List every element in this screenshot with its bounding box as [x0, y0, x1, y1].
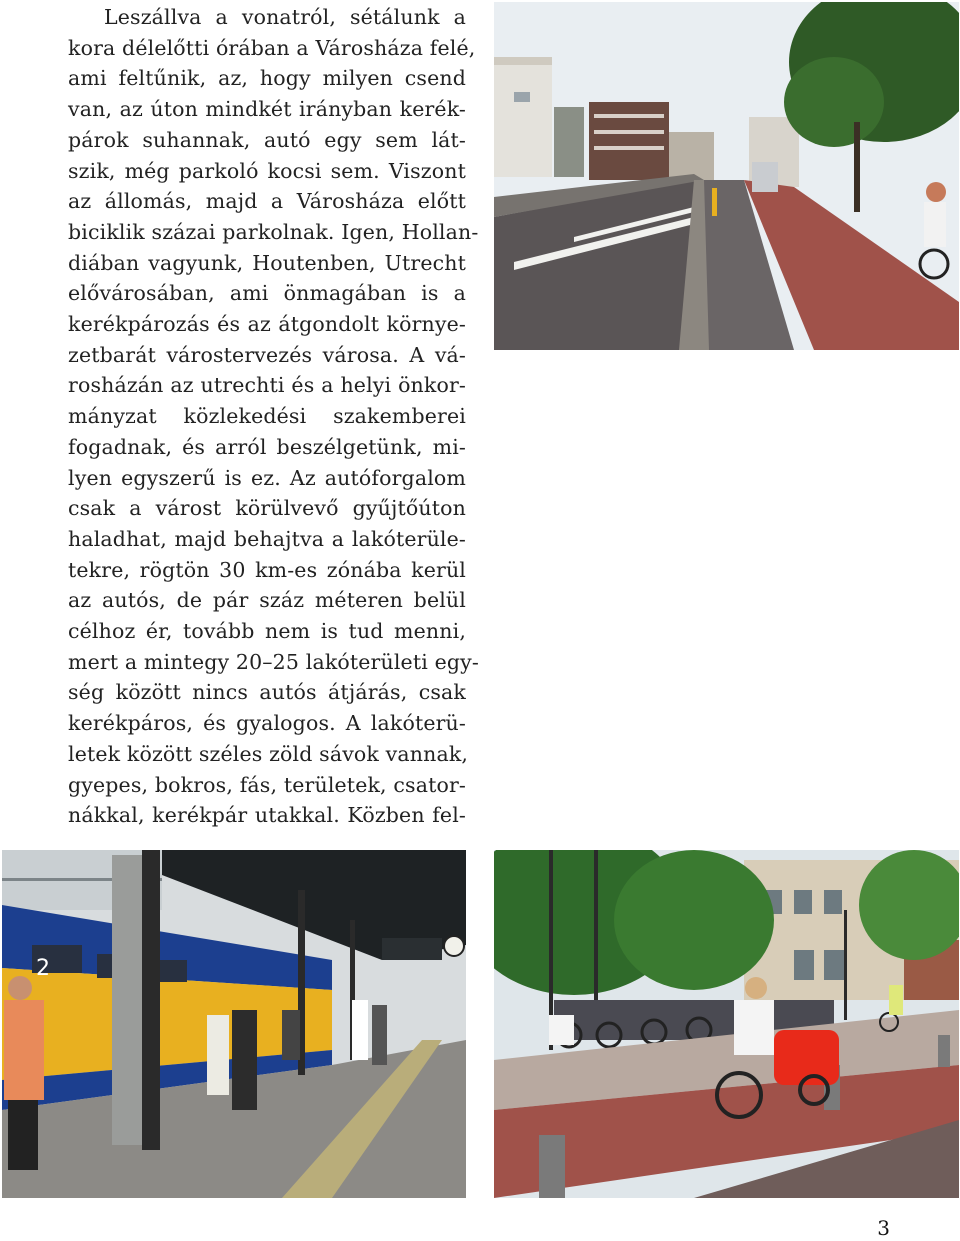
- article-line: diában vagyunk, Houtenben, Utrecht: [68, 250, 466, 275]
- article-line: kora délelőtti órában a Városháza felé,: [68, 35, 476, 60]
- bicycle-parking-photo: [494, 850, 959, 1198]
- page-number: 3: [877, 1216, 890, 1240]
- article-line: elővárosában, ami önmagában is a: [68, 281, 466, 306]
- street-bike-lane-photo: [494, 2, 959, 350]
- article-line: gyepes, bokros, fás, területek, csator-: [68, 772, 466, 797]
- article-line: célhoz ér, tovább nem is tud menni,: [68, 619, 466, 644]
- article-line: tekre, rögtön 30 km-es zónába kerül: [68, 557, 466, 582]
- article-line: letek között széles zöld sávok vannak,: [68, 741, 469, 766]
- article-body: [68, 2, 479, 831]
- article-line: mányzat közlekedési szakemberei: [68, 404, 466, 429]
- article-line: kerékpáros, és gyalogos. A lakóterü-: [68, 711, 466, 736]
- article-line: párok suhannak, autó egy sem lát-: [68, 127, 466, 152]
- article-line: lyen egyszerű is ez. Az autóforgalom: [68, 465, 466, 490]
- article-line: szik, még parkoló kocsi sem. Viszont: [68, 158, 466, 183]
- article-line: az állomás, majd a Városháza előtt: [68, 189, 466, 214]
- train-platform-photo: [2, 850, 466, 1198]
- article-line: mert a mintegy 20–25 lakóterületi egy-: [68, 649, 479, 674]
- article-line: fogadnak, és arról beszélgetünk, mi-: [68, 434, 466, 459]
- article-line: Leszállva a vonatról, sétálunk a: [104, 5, 466, 29]
- article-line: ség között nincs autós átjárás, csak: [68, 680, 466, 705]
- article-line: rosházán az utrechti és a helyi önkor-: [68, 373, 466, 398]
- article-line: haladhat, majd behajtva a lakóterüle-: [68, 526, 466, 551]
- article-line: nákkal, kerékpár utakkal. Közben fel-: [68, 803, 466, 828]
- article-line: van, az úton mindkét irányban kerék-: [68, 97, 466, 122]
- article-line: kerékpározás és az átgondolt környe-: [68, 312, 466, 337]
- article-line: biciklik százai parkolnak. Igen, Hollan-: [68, 219, 479, 244]
- svg-text:2: 2: [36, 956, 50, 981]
- article-line: ami feltűnik, az, hogy milyen csend: [68, 66, 466, 91]
- article-line: csak a várost körülvevő gyűjtőúton: [68, 496, 466, 521]
- article-line: az autós, de pár száz méteren belül: [68, 588, 466, 613]
- article-line: zetbarát várostervezés városa. A vá-: [68, 342, 466, 367]
